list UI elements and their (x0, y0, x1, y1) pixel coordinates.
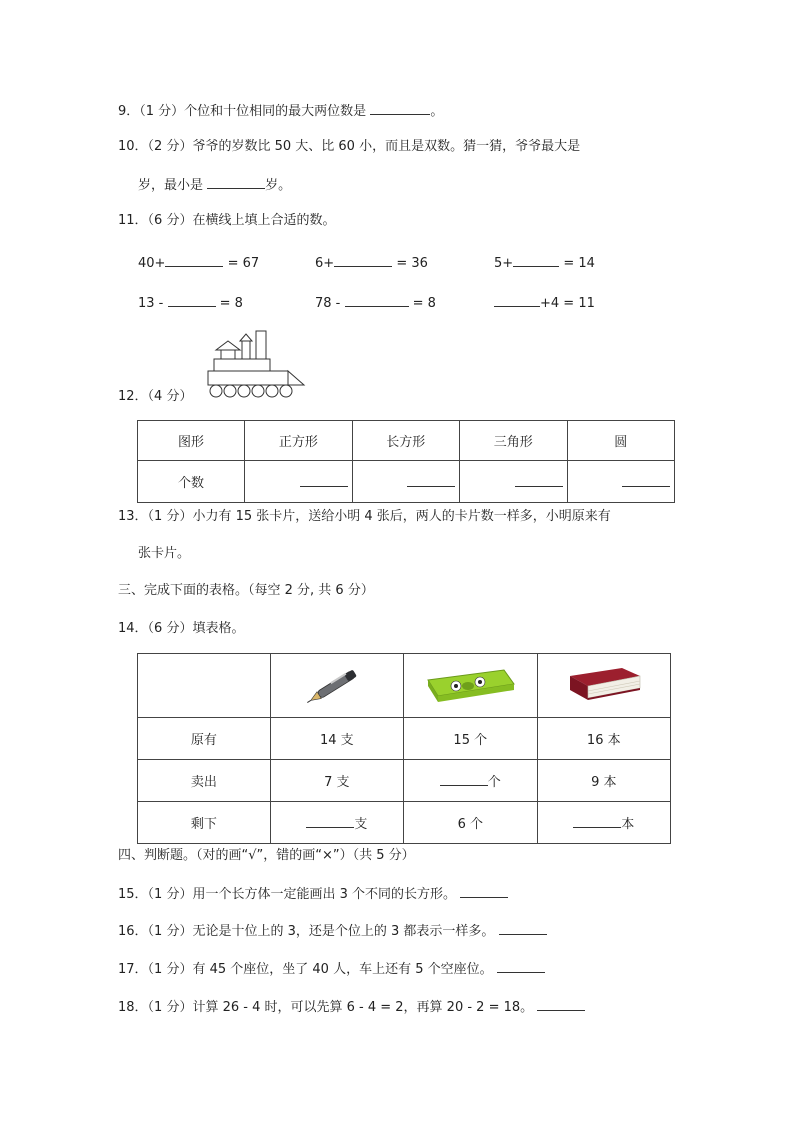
row-label: 卖出 (138, 760, 271, 802)
pen-header-cell (270, 654, 403, 718)
book-icon (564, 664, 644, 704)
q18-number: 18． (118, 1000, 148, 1015)
question-13 (118, 508, 611, 526)
section-4-title: 四、判断题。（对的画“√”，错的画“×”）（共 5 分） (118, 848, 415, 863)
q16-text: （1 分）无论是十位上的 3，还是个位上的 3 都表示一样多。 (147, 924, 495, 939)
question-11 (118, 212, 335, 230)
shape-table-header-row (138, 421, 675, 461)
q11-eq-6-blank[interactable] (494, 293, 540, 307)
question-10-line2 (138, 175, 291, 195)
triangle-count-cell[interactable] (460, 461, 567, 503)
q11-eq-4-pre: 13 - (138, 296, 164, 311)
q10-number: 10． (118, 139, 148, 154)
train-front-triangle (288, 371, 304, 385)
q10-answer-blank[interactable] (207, 175, 265, 189)
q11-eq-5-blank[interactable] (345, 293, 409, 307)
pen-remaining-suffix: 支 (354, 817, 368, 832)
box-remaining-cell: 6 个 (404, 802, 538, 844)
q11-eq-6-post: +4 = 11 (540, 296, 595, 311)
train-wheel (210, 385, 222, 397)
q11-text: （6 分）在横线上填上合适的数。 (147, 213, 336, 228)
q10-text-2a: 岁，最小是 (138, 178, 204, 193)
book-remaining-suffix: 本 (621, 817, 635, 832)
shape-table-count-row (138, 461, 675, 503)
question-12 (118, 388, 192, 406)
q11-eq-3-post: = 14 (563, 256, 595, 271)
box-sold-cell[interactable] (404, 760, 538, 802)
q15-answer-blank[interactable] (460, 884, 508, 898)
inventory-row-original (138, 718, 671, 760)
q16-answer-blank[interactable] (499, 921, 547, 935)
question-17 (118, 959, 545, 979)
question-15 (118, 884, 508, 904)
q11-eq-4-post: = 8 (219, 296, 243, 311)
shape-count-table (137, 420, 675, 503)
pen-sold-cell: 7 支 (270, 760, 403, 802)
q17-answer-blank[interactable] (497, 959, 545, 973)
q16-number: 16． (118, 924, 148, 939)
q9-end: 。 (430, 104, 444, 119)
rectangle-count-blank[interactable] (407, 472, 455, 487)
count-row-label: 个数 (138, 461, 245, 503)
q9-number: 9． (118, 104, 140, 119)
question-13-line2 (138, 545, 190, 563)
q11-eq-3-blank[interactable] (513, 253, 559, 267)
q11-eq-3 (494, 253, 595, 273)
square-count-blank[interactable] (300, 472, 348, 487)
box-sold-blank[interactable] (440, 771, 488, 786)
q18-text: （1 分）计算 26 - 4 时，可以先算 6 - 4 = 2，再算 20 - 2 = 18。 (147, 1000, 534, 1015)
train-top-triangle (240, 334, 252, 341)
train-wheel (224, 385, 236, 397)
q17-number: 17． (118, 962, 148, 977)
question-10 (118, 138, 580, 156)
shape-header-cell: 正方形 (245, 421, 352, 461)
pen-remaining-blank[interactable] (306, 813, 354, 828)
shape-header-cell: 圆 (567, 421, 675, 461)
q11-eq-6 (494, 293, 595, 313)
question-14 (118, 620, 244, 638)
q13-number: 13． (118, 509, 148, 524)
q13-text: （1 分）小力有 15 张卡片，送给小明 4 张后，两人的卡片数一样多，小明原来有 (147, 509, 611, 524)
train-tower-rect (256, 331, 266, 359)
q14-text: （6 分）填表格。 (147, 621, 245, 636)
q10-text: （2 分）爷爷的岁数比 50 大、比 60 小，而且是双数。猜一猜，爷爷最大是 (147, 139, 581, 154)
box-original-cell: 15 个 (404, 718, 538, 760)
book-sold-cell: 9 本 (537, 760, 670, 802)
book-remaining-blank[interactable] (573, 813, 621, 828)
inventory-corner-cell (138, 654, 271, 718)
pencil-box-icon (424, 664, 516, 704)
train-tall-rect (242, 341, 250, 359)
triangle-count-blank[interactable] (515, 472, 563, 487)
book-header-cell (537, 654, 670, 718)
q11-eq-4 (138, 293, 243, 313)
q11-eq-2-blank[interactable] (334, 253, 392, 267)
train-roof-triangle (216, 341, 240, 350)
q11-eq-4-blank[interactable] (168, 293, 216, 307)
q11-eq-2-pre: 6+ (315, 256, 335, 271)
pen-remaining-cell[interactable] (270, 802, 403, 844)
q15-text: （1 分）用一个长方体一定能画出 3 个不同的长方形。 (147, 887, 456, 902)
row-label: 剩下 (138, 802, 271, 844)
q11-eq-3-pre: 5+ (494, 256, 514, 271)
shape-header-cell: 长方形 (352, 421, 459, 461)
train-body-rect (208, 371, 288, 385)
q10-text-2b: 岁。 (265, 178, 292, 193)
q12-text: （4 分） (147, 389, 193, 404)
inventory-row-remaining (138, 802, 671, 844)
shape-header-cell: 图形 (138, 421, 245, 461)
q12-number: 12． (118, 389, 148, 404)
train-wheel (280, 385, 292, 397)
q11-eq-2-post: = 36 (396, 256, 428, 271)
q11-eq-1-post: = 67 (227, 256, 260, 271)
train-chimney-rect (221, 350, 235, 359)
circle-count-cell[interactable] (567, 461, 675, 503)
question-16 (118, 921, 547, 941)
pencil-box-header-cell (404, 654, 538, 718)
pen-icon (302, 662, 372, 706)
train-cab-rect (214, 359, 270, 371)
square-count-cell[interactable] (245, 461, 352, 503)
pen-original-cell: 14 支 (270, 718, 403, 760)
question-18 (118, 997, 585, 1017)
q11-number: 11． (118, 213, 148, 228)
row-label: 原有 (138, 718, 271, 760)
inventory-row-sold (138, 760, 671, 802)
q14-number: 14． (118, 621, 148, 636)
train-wheel (252, 385, 264, 397)
train-wheel (238, 385, 250, 397)
q17-text: （1 分）有 45 个座位，坐了 40 人，车上还有 5 个空座位。 (147, 962, 493, 977)
q15-number: 15． (118, 887, 148, 902)
q11-eq-5 (315, 293, 436, 313)
book-original-cell: 16 本 (537, 718, 670, 760)
train-figure (204, 329, 308, 401)
section-3-title: 三、完成下面的表格。（每空 2 分, 共 6 分） (118, 583, 374, 598)
q9-text: （1 分）个位和十位相同的最大两位数是 (139, 104, 367, 119)
q11-eq-5-post: = 8 (412, 296, 436, 311)
q11-eq-2 (315, 253, 428, 273)
q11-eq-1-blank[interactable] (165, 253, 223, 267)
q9-answer-blank[interactable] (370, 101, 430, 115)
q11-eq-1-pre: 40+ (138, 256, 166, 271)
question-9 (118, 101, 443, 121)
box-sold-suffix: 个 (487, 775, 501, 790)
q11-eq-5-pre: 78 - (315, 296, 341, 311)
shape-header-cell: 三角形 (460, 421, 567, 461)
rectangle-count-cell[interactable] (352, 461, 459, 503)
train-wheel (266, 385, 278, 397)
book-remaining-cell[interactable] (537, 802, 670, 844)
circle-count-blank[interactable] (622, 472, 670, 487)
inventory-header-row (138, 654, 671, 718)
q18-answer-blank[interactable] (537, 997, 585, 1011)
q13-text-2: 张卡片。 (138, 546, 191, 561)
inventory-table (137, 653, 671, 844)
q11-eq-1 (138, 253, 259, 273)
